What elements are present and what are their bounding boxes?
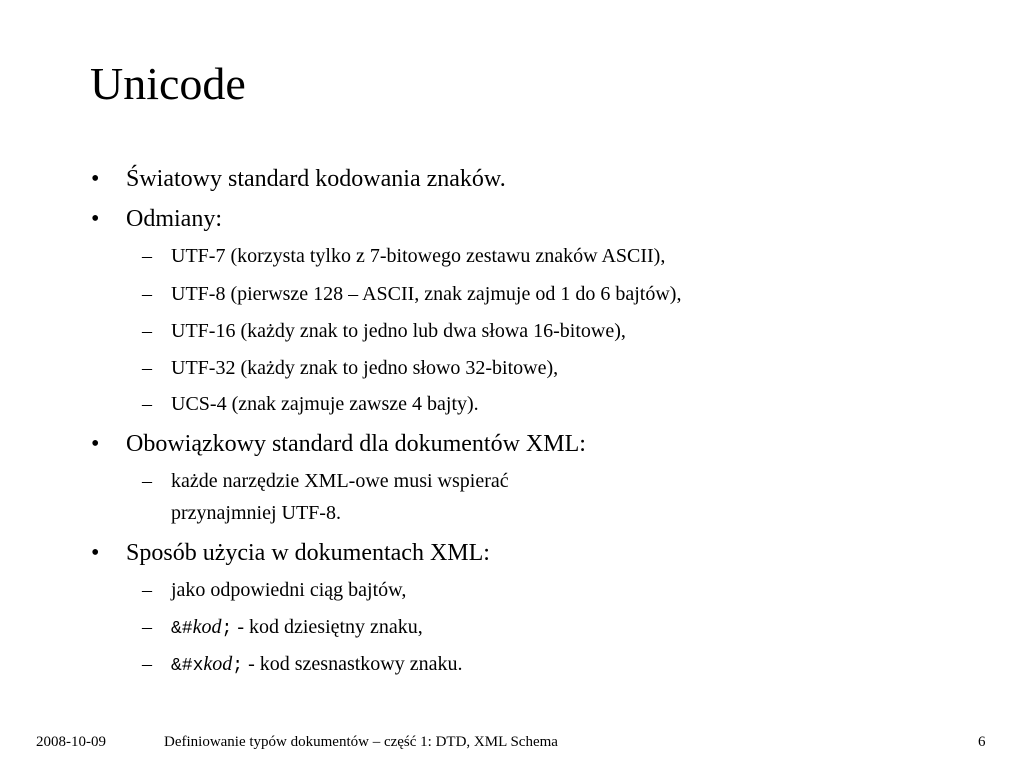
footer-title: Definiowanie typów dokumentów – część 1: DTD, XML Schema <box>164 734 558 750</box>
code-suffix: ; <box>221 619 233 639</box>
bullet-text: Światowy standard kodowania znaków. <box>126 166 506 192</box>
sub-item-text-continued: przynajmniej UTF-8. <box>171 502 341 524</box>
dash-marker: – <box>142 245 152 267</box>
bullet-text: Sposób użycia w dokumentach XML: <box>126 540 490 566</box>
dash-marker: – <box>142 320 152 342</box>
code-prefix: &# <box>171 619 193 639</box>
bullet-marker: • <box>91 166 100 192</box>
code-prefix: &#x <box>171 656 204 676</box>
code-variable: kod <box>192 616 222 638</box>
code-description: - kod dziesiętny znaku, <box>232 616 423 638</box>
code-suffix: ; <box>232 656 244 676</box>
sub-item-text: UTF-16 (każdy znak to jedno lub dwa słowa 16-bitowe), <box>171 320 626 342</box>
bullet-marker: • <box>91 540 100 566</box>
bullet-text: Odmiany: <box>126 206 222 232</box>
sub-item-text: jako odpowiedni ciąg bajtów, <box>171 579 407 601</box>
footer-page-number: 6 <box>978 734 986 750</box>
bullet-marker: • <box>91 431 100 457</box>
code-item-decimal <box>171 614 423 642</box>
sub-item-text: UTF-8 (pierwsze 128 – ASCII, znak zajmuje od 1 do 6 bajtów), <box>171 283 682 305</box>
dash-marker: – <box>142 653 152 675</box>
bullet-text: Obowiązkowy standard dla dokumentów XML: <box>126 431 586 457</box>
dash-marker: – <box>142 283 152 305</box>
sub-item-text: każde narzędzie XML-owe musi wspierać <box>171 470 509 492</box>
dash-marker: – <box>142 393 152 415</box>
bullet-marker: • <box>91 206 100 232</box>
sub-item-text: UTF-32 (każdy znak to jedno słowo 32-bitowe), <box>171 357 559 379</box>
dash-marker: – <box>142 579 152 601</box>
sub-item-text: UCS-4 (znak zajmuje zawsze 4 bajty). <box>171 393 479 415</box>
code-item-hex <box>171 651 463 679</box>
slide-title: Unicode <box>90 58 246 109</box>
code-variable: kod <box>203 653 233 675</box>
footer-date: 2008-10-09 <box>36 734 106 750</box>
dash-marker: – <box>142 470 152 492</box>
dash-marker: – <box>142 357 152 379</box>
dash-marker: – <box>142 616 152 638</box>
sub-item-text: UTF-7 (korzysta tylko z 7-bitowego zestawu znaków ASCII), <box>171 245 666 267</box>
code-description: - kod szesnastkowy znaku. <box>243 653 463 675</box>
